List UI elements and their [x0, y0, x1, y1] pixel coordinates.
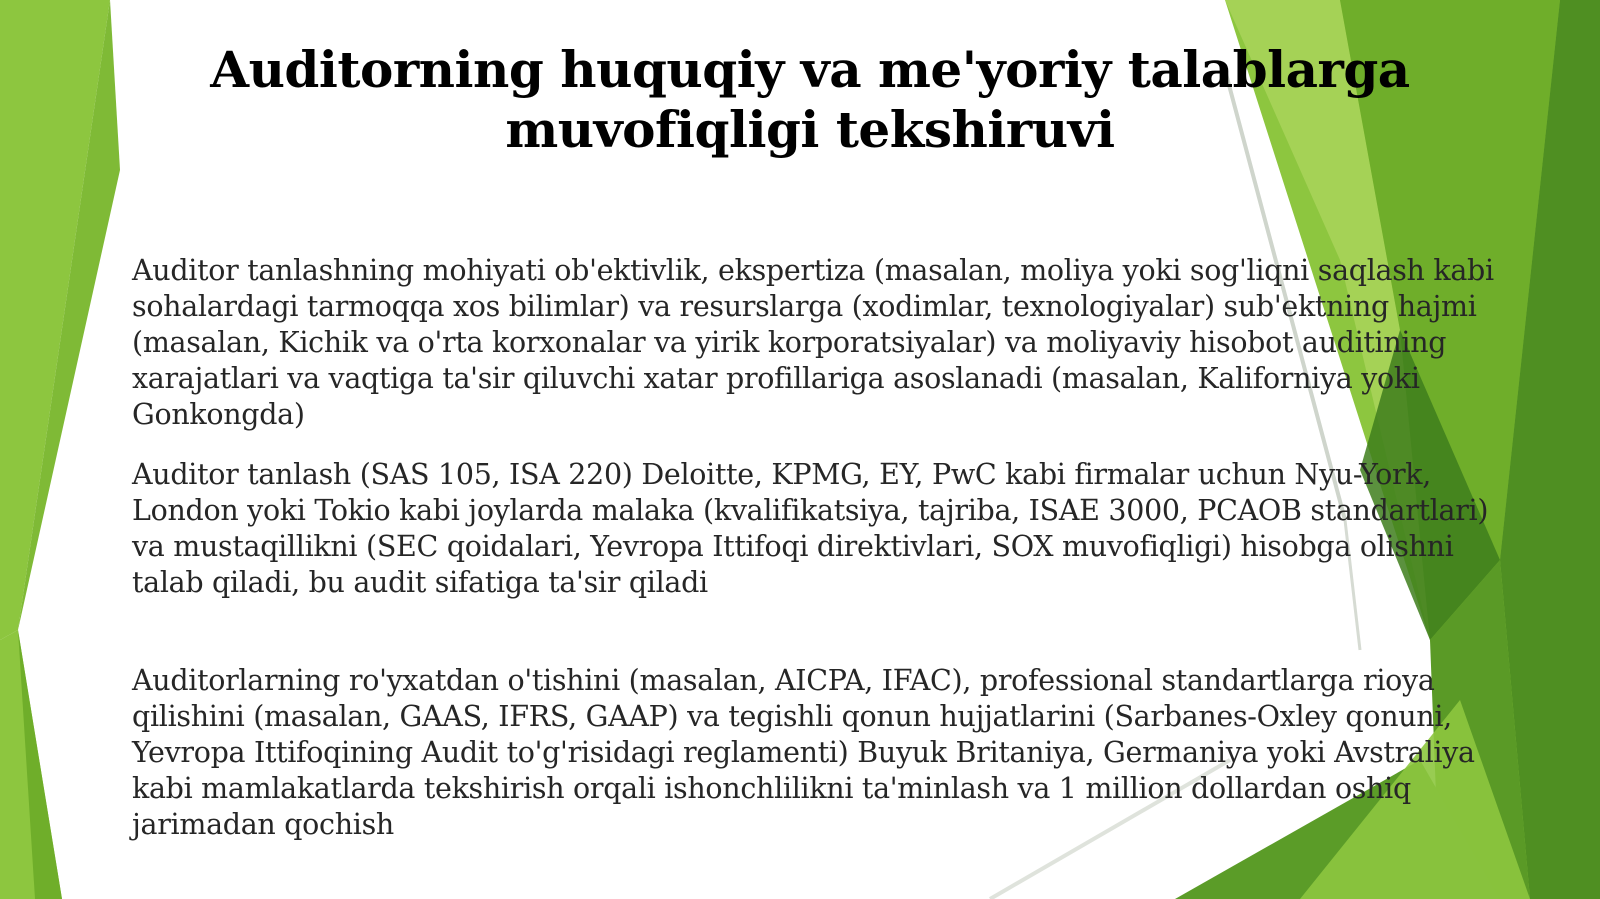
paragraph-auditor-selection-standards: Auditor tanlash (SAS 105, ISA 220) Deloitte, KPMG, EY, PwC kabi firmalar uchun Nyu-York, London yoki Tokio kabi joylarda malaka (kvalifikatsiya, tajriba, ISAE 3000, PCAOB standartlari) va mustaqillikni (SEC qoidalari, Yevropa Ittifoqi direktivlari, SOX muvofiqligi) hisobga olishni talab qiladi, bu audit sifatiga ta'sir qiladi: [132, 458, 1489, 599]
paragraph-auditor-selection-essence: Auditor tanlashning mohiyati ob'ektivlik, ekspertiza (masalan, moliya yoki sog'liqni saqlash kabi sohalardagi tarmoqqa xos bilimlar) va resurslarga (xodimlar, texnologiyalar) sub'ektning hajmi (masalan, Kichik va o'rta korxonalar va yirik korporatsiyalar) va moliyaviy hisobot auditining xarajatlari va vaqtiga ta'sir qiluvchi xatar profillariga asoslanadi (masalan, Kaliforniya yoki Gonkongda): [132, 254, 1494, 431]
paragraph-auditor-registration: Auditorlarning ro'yxatdan o'tishini (masalan, AICPA, IFAC), professional standartlarga rioya qilishini (masalan, GAAS, IFRS, GAAP) va tegishli qonun hujjatlarini (Sarbanes-Oxley qonuni, Yevropa Ittifoqining Audit to'g'risidagi reglamenti) Buyuk Britaniya, Germaniya yoki Avstraliya kabi mamlakatlarda tekshirish orqali ishonchlilikni ta'minlash va 1 million dollardan oshiq jarimadan qochish: [132, 664, 1475, 841]
slide-title: Auditorning huquqiy va me'yoriy talablarga muvofiqligi tekshiruvi: [210, 40, 1410, 159]
